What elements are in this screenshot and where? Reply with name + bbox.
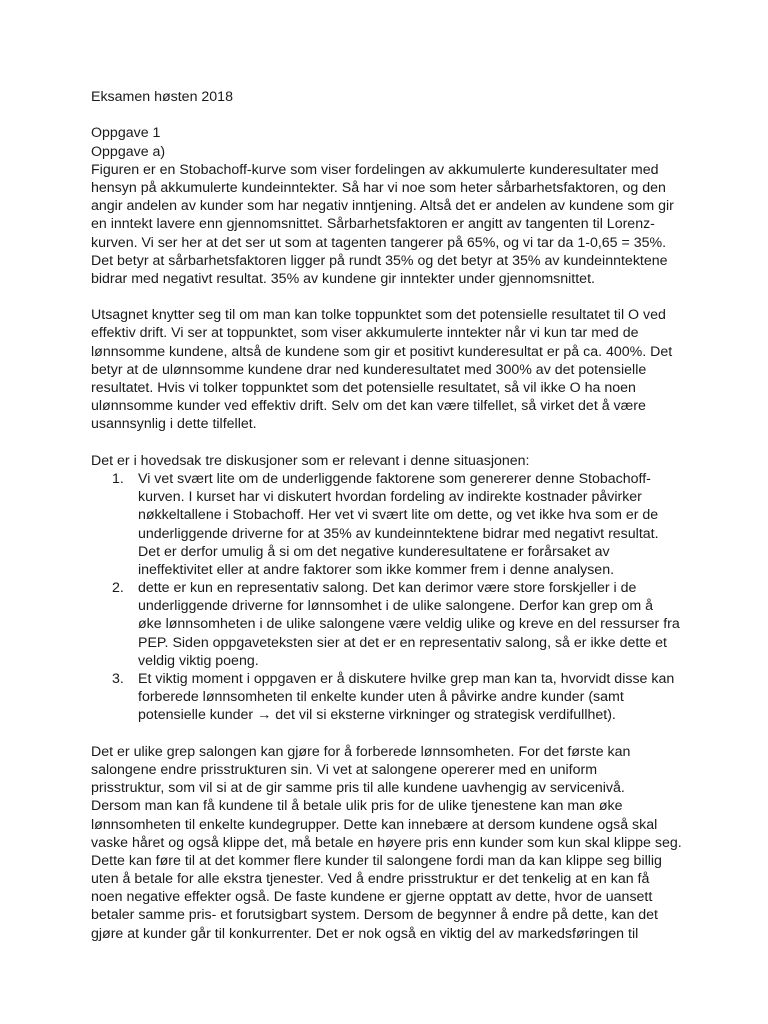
text-line: effektiv drift. Vi ser at toppunktet, som viser akkumulerte inntekter når vi kun tar med de bbox=[91, 325, 639, 342]
text-line: usannsynlig i dette tilfellet. bbox=[91, 416, 257, 433]
text-line: lønnsomme kundene, altså de kundene som gir et positivt kunderesultat er på ca. 400%. Det bbox=[91, 343, 673, 360]
task-heading: Oppgave 1 bbox=[91, 125, 161, 142]
text-line: angir andelen av kunder som har negativ inntjening. Altså det er andelen av kundene som gir bbox=[91, 198, 674, 215]
text-line: Utsagnet knytter seg til om man kan tolke toppunktet som det potensielle resultatet til O ved bbox=[91, 307, 666, 324]
text-line: uten å betale for alle ekstra tjenester. Ved å endre prisstruktur er det tenkelig at en kan få bbox=[91, 871, 650, 888]
subtask-heading: Oppgave a) bbox=[91, 143, 166, 160]
text-line: PEP. Siden oppgaveteksten sier at det er en representativ salong, så er ikke dette et bbox=[138, 634, 667, 651]
text-line: bidrar med negativt resultat. 35% av kundene gir inntekter under gjennomsnittet. bbox=[91, 270, 595, 287]
spacer bbox=[91, 725, 691, 743]
numbered-list bbox=[91, 470, 691, 725]
text-line: resultatet. Hvis vi tolker toppunktet som det potensielle resultatet, så vil ikke O ha noen bbox=[91, 380, 636, 396]
paragraph-3: Det er i hovedsak tre diskusjoner som er relevant i denne situasjonen: bbox=[91, 452, 530, 469]
document-page bbox=[91, 88, 691, 943]
text-line: en inntekt lavere enn gjennomsnittet. Sårbarhetsfaktoren er angitt av tangenten til Lorenz- bbox=[91, 216, 655, 233]
list-number: 3. bbox=[112, 671, 124, 687]
text-line: forberede lønnsomheten til enkelte kunder uten å påvirke andre kunder (samt bbox=[138, 689, 624, 706]
paragraph-4 bbox=[91, 743, 691, 943]
text-line: veldig viktig poeng. bbox=[138, 652, 259, 669]
text-line: Dette kan føre til at det kommer flere kunder til salongene fordi man da kan klippe seg billig bbox=[91, 852, 662, 869]
text-line: noen negative effekter også. De faste kundene er gjerne opptatt av dette, hvor de uansett bbox=[91, 889, 653, 906]
list-number: 2. bbox=[112, 580, 124, 597]
text-line: dette er kun en representativ salong. Det kan derimor være store forskjeller i de bbox=[138, 580, 637, 597]
text-line: kurven. I kurset har vi diskutert hvordan fordeling av indirekte kostnader påvirker bbox=[138, 489, 642, 506]
text-line: Det betyr at sårbarhetsfaktoren ligger på rundt 35% og det betyr at 35% av kundeinntektene bbox=[91, 252, 668, 269]
text-line: Det er derfor umulig å si om det negative kunderesultatene er forårsaket av bbox=[138, 543, 610, 560]
list-number: 1. bbox=[112, 470, 124, 487]
document-title: Eksamen høsten 2018 bbox=[91, 89, 233, 105]
text-line: Et viktig moment i oppgaven er å diskutere hvilke grep man kan ta, hvorvidt disse kan bbox=[138, 671, 675, 687]
paragraph-2 bbox=[91, 306, 691, 433]
text-line: nøkkeltallene i Stobachoff. Her vet vi svært lite om dette, og vet ikke hva som er de bbox=[138, 507, 659, 524]
text-line: betyr at de ulønnsomme kundene drar ned kunderesultatet med 300% av det potensielle bbox=[91, 361, 647, 378]
spacer bbox=[91, 106, 691, 124]
text-line: kurven. Vi ser her at det ser ut som at tagenten tangerer på 65%, og vi tar da 1-0,65 = 35%. bbox=[91, 234, 667, 251]
text-line: betaler samme pris- et forutsigbart system. Dersom de begynner å endre på dette, kan det bbox=[91, 907, 658, 924]
list-item bbox=[91, 579, 691, 670]
text-line: Figuren er en Stobachoff-kurve som viser fordelingen av akkumulerte kunderesultater med bbox=[91, 161, 659, 178]
text-line: gjøre at kunder går til konkurrenter. Det er nok også en viktig del av markedsføringen til bbox=[91, 925, 639, 942]
list-item bbox=[91, 470, 691, 579]
text-line: ineffektivitet eller at andre faktorer som ikke kommer frem i denne analysen. bbox=[138, 561, 615, 578]
list-item bbox=[91, 670, 691, 725]
text-line: underliggende driverne for lønnsomhet i de ulike salongene. Derfor kan grep om å bbox=[138, 598, 653, 615]
text-line: potensielle kunder → det vil si eksterne virkninger og strategisk verdifullhet). bbox=[138, 707, 616, 724]
text-line: lønnsomheten til enkelte kundegrupper. Dette kan innebære at dersom kundene også skal bbox=[91, 816, 658, 833]
spacer bbox=[91, 434, 691, 452]
text-line: vaske håret og også klippe det, må betale en høyere pris enn kunder som kun skal klippe seg. bbox=[91, 834, 682, 851]
text-line: prisstruktur, som vil si at de gir samme pris til alle kundene uavhengig av servicenivå. bbox=[91, 780, 625, 797]
text-line: Det er ulike grep salongen kan gjøre for å forberede lønnsomheten. For det første kan bbox=[91, 743, 631, 760]
text-line: øke lønnsomheten i de ulike salongene være veldig ulike og kreve en del ressurser fra bbox=[138, 616, 680, 633]
paragraph-1 bbox=[91, 161, 691, 288]
text-line: salongene endre prisstrukturen sin. Vi vet at salongene opererer med en uniform bbox=[91, 761, 598, 778]
text-line: Dersom man kan få kundene til å betale ulik pris for de ulike tjenestene kan man øke bbox=[91, 798, 623, 815]
text-line: Vi vet svært lite om de underliggende faktorene som genererer denne Stobachoff- bbox=[138, 470, 651, 487]
text-line: underliggende driverne for at 35% av kundeinntektene bidrar med negativt resultat. bbox=[138, 525, 659, 542]
text-line: ulønnsomme kunder ved effektiv drift. Selv om det kan være tilfellet, så virket det å være bbox=[91, 398, 646, 415]
text-line: hensyn på akkumulerte kundeinntekter. Så har vi noe som heter sårbarhetsfaktoren, og den bbox=[91, 179, 666, 196]
spacer bbox=[91, 288, 691, 306]
